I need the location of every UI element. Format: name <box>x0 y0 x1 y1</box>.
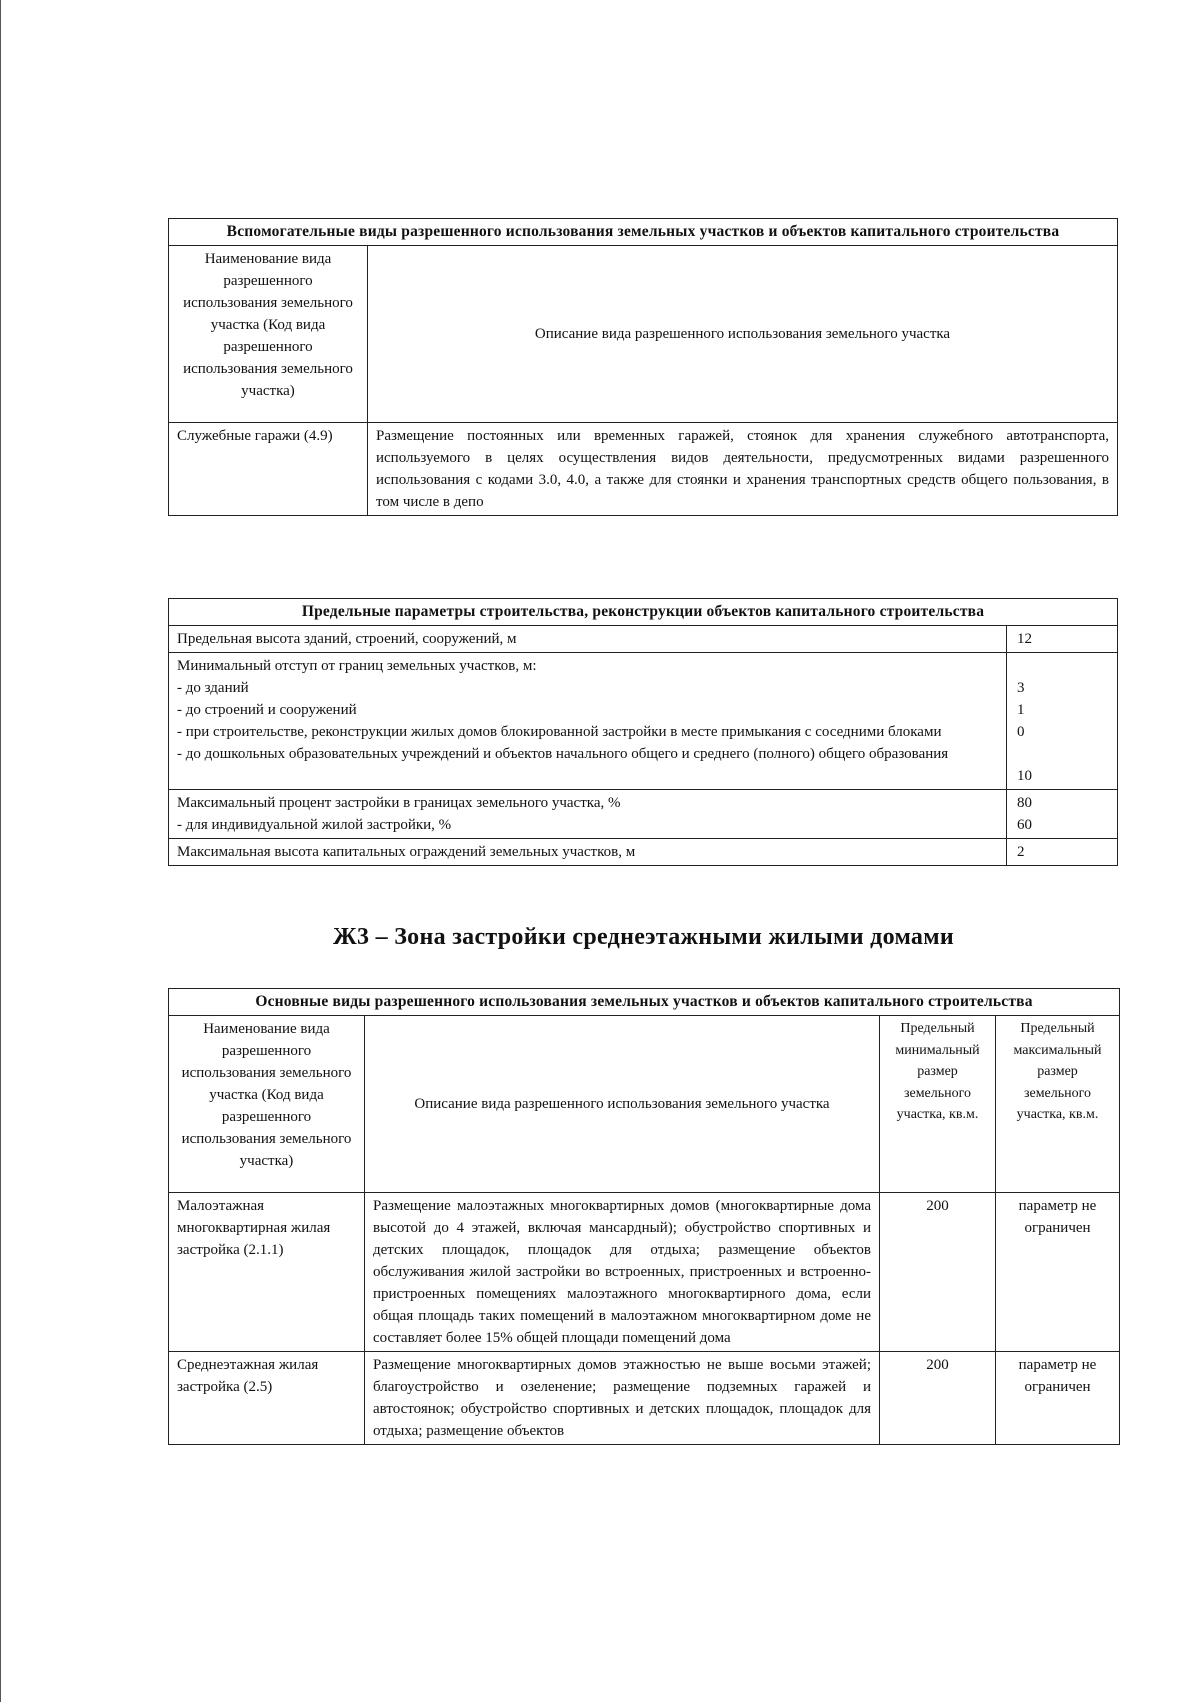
column-header-description: Описание вида разрешенного использования земельного участка <box>365 1016 880 1193</box>
param-label-setback-schools: - до дошкольных образовательных учреждений и объектов начального общего и среднего (полного) общего образования <box>177 746 949 762</box>
param-value-coverage: 80 <box>1017 795 1032 811</box>
table-row <box>169 790 1118 839</box>
param-label-setback: Минимальный отступ от границ земельных участков, м: <box>177 658 537 674</box>
column-header-name: Наименование вида разрешенного использования земельного участка (Код вида разрешенного использования земельного участка) <box>169 246 368 423</box>
use-name: Служебные гаражи (4.9) <box>169 423 368 516</box>
table-row <box>169 653 1118 790</box>
param-label-setback-buildings: - до зданий <box>177 680 249 696</box>
use-description: Размещение малоэтажных многоквартирных домов (многоквартирные дома высотой до 4 этажей, включая мансардный); обустройство спортивных и детских площадок, площадок для отдыха; размещение объектов обслуживания жилой застройки во встроенных, пристроенных и встроенно-пристроенных помещениях малоэтажного многоквартирного дома, если общая площадь таких помещений в малоэтажном многоквартирном доме не составляет более 15% общей площади помещений дома <box>365 1193 880 1352</box>
auxiliary-uses-header: Вспомогательные виды разрешенного использования земельных участков и объектов капитального строительства <box>169 219 1118 246</box>
column-header-max-size: Предельный максимальный размер земельного участка, кв.м. <box>996 1016 1120 1193</box>
table-row <box>169 1193 1120 1352</box>
column-header-name: Наименование вида разрешенного использования земельного участка (Код вида разрешенного использования земельного участка) <box>169 1016 365 1193</box>
param-label-setback-structures: - до строений и сооружений <box>177 702 357 718</box>
use-description: Размещение многоквартирных домов этажностью не выше восьми этажей; благоустройство и озеленение; размещение подземных гаражей и автостоянок; обустройство спортивных и детских площадок, площадок для отдыха; размещение объектов <box>365 1352 880 1445</box>
param-value-coverage-individual: 60 <box>1017 817 1032 833</box>
use-description: Размещение постоянных или временных гаражей, стоянок для хранения служебного автотранспорта, используемого в целях осуществления видов деятельности, предусмотренных видами разрешенного использования с кодами 3.0, 4.0, а также для стоянки и хранения транспортных средств общего пользования, в том числе в депо <box>368 423 1118 516</box>
use-max-size: параметр не ограничен <box>996 1193 1120 1352</box>
param-label-fence: Максимальная высота капитальных ограждений земельных участков, м <box>169 839 1007 866</box>
construction-parameters-table <box>168 598 1118 866</box>
use-min-size: 200 <box>880 1352 996 1445</box>
use-max-size: параметр не ограничен <box>996 1352 1120 1445</box>
param-value-fence: 2 <box>1007 839 1118 866</box>
main-uses-table <box>168 988 1120 1445</box>
table-row <box>169 423 1118 516</box>
column-header-description: Описание вида разрешенного использования земельного участка <box>368 246 1118 423</box>
param-label-coverage: Максимальный процент застройки в границах земельного участка, % <box>177 795 621 811</box>
param-label-setback-blocked: - при строительстве, реконструкции жилых домов блокированной застройки в месте примыкания с соседними блоками <box>177 724 942 740</box>
zone-heading: Ж3 – Зона застройки среднеэтажными жилыми домами <box>332 924 955 950</box>
param-label-coverage-individual: - для индивидуальной жилой застройки, % <box>177 817 452 833</box>
param-value-setback-blocked: 0 <box>1017 724 1025 740</box>
param-value-setback-buildings: 3 <box>1017 680 1025 696</box>
use-name: Среднеэтажная жилая застройка (2.5) <box>169 1352 365 1445</box>
page-edge <box>0 0 1 1702</box>
param-value-setback-structures: 1 <box>1017 702 1025 718</box>
param-value-setback-schools: 10 <box>1017 768 1032 784</box>
parameters-header: Предельные параметры строительства, реконструкции объектов капитального строительства <box>169 599 1118 626</box>
auxiliary-uses-table <box>168 218 1118 516</box>
column-header-min-size: Предельный минимальный размер земельного участка, кв.м. <box>880 1016 996 1193</box>
table-row <box>169 839 1118 866</box>
param-label-height: Предельная высота зданий, строений, сооружений, м <box>169 626 1007 653</box>
use-name: Малоэтажная многоквартирная жилая застройка (2.1.1) <box>169 1193 365 1352</box>
main-uses-header: Основные виды разрешенного использования земельных участков и объектов капитального строительства <box>169 989 1120 1016</box>
table-row <box>169 626 1118 653</box>
table-row <box>169 1352 1120 1445</box>
use-min-size: 200 <box>880 1193 996 1352</box>
param-value-height: 12 <box>1007 626 1118 653</box>
